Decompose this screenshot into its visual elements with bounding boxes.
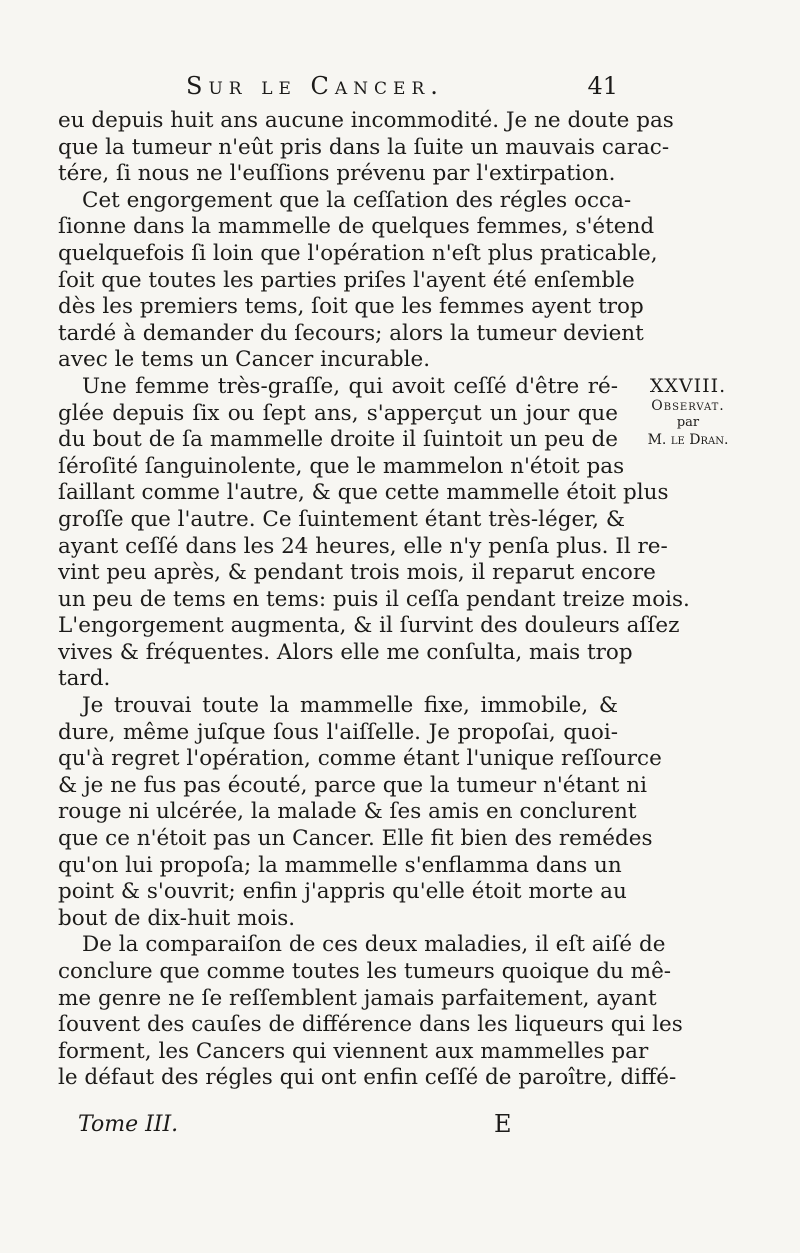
text-line: que la tumeur n'eût pris dans la ſuite un mauvais carac- (58, 134, 670, 160)
text-line: Une femme très-graſſe, qui avoit ceſſé d'être ré- (82, 373, 618, 399)
text-line: ſoit que toutes les parties priſes l'ayent été enſemble (58, 267, 635, 293)
text-line: point & s'ouvrit; enfin j'appris qu'elle étoit morte au (58, 879, 627, 905)
text-line: & je ne fus pas écouté, parce que la tumeur n'étant ni (58, 772, 648, 798)
text-line: ſéroſité ſanguinolente, que le mammelon n'étoit pas (58, 453, 625, 479)
text-line: conclure que comme toutes les tumeurs quoique du mê- (58, 959, 672, 984)
observation-number: XXVIII. (649, 375, 727, 397)
text-line: forment, les Cancers qui viennent aux mammelles par (58, 1038, 649, 1064)
observation-by: par (676, 415, 700, 430)
observation-author: M. le Dran. (647, 432, 729, 448)
text-line: tardé à demander du ſecours; alors la tumeur devient (58, 320, 644, 346)
text-line: glée depuis ſix ou ſept ans, s'apperçut un jour que (58, 400, 618, 426)
text-line: le défaut des régles qui ont enfin ceſſé de paroître, diffé- (58, 1065, 677, 1091)
text-line: que ce n'étoit pas un Cancer. Elle fit bien des remédes (58, 826, 653, 852)
text-line: L'engorgement augmenta, & il ſurvint des douleurs aſſez (58, 613, 680, 639)
text-line: vint peu après, & pendant trois mois, il reparut encore (58, 560, 656, 586)
text-line: ſaillant comme l'autre, & que cette mammelle étoit plus (58, 480, 669, 506)
text-line: ſouvent des cauſes de différence dans les liqueurs qui les (58, 1012, 683, 1038)
text-line: ayant ceſſé dans les 24 heures, elle n'y penſa plus. Il re- (58, 533, 668, 559)
text-line: eu depuis huit ans aucune incommodité. Je ne doute pas (58, 108, 674, 133)
text-line: dès les premiers tems, ſoit que les femmes ayent trop (58, 294, 644, 320)
text-line: un peu de tems en tems: puis il ceſſa pendant treize mois. (58, 586, 690, 612)
text-line: me genre ne ſe reſſemblent jamais parfaitement, ayant (58, 985, 657, 1011)
observation-label: Observat. (651, 398, 725, 414)
page-number: 41 (587, 72, 618, 100)
text-line: tére, ſi nous ne l'euſſions prévenu par l'extirpation. (58, 161, 616, 187)
text-line: groſſe que l'autre. Ce ſuintement étant très-léger, & (58, 506, 625, 532)
text-line: vives & fréquentes. Alors elle me conſulta, mais trop (58, 639, 633, 665)
signature-mark: E (494, 1110, 512, 1138)
text-line: qu'à regret l'opération, comme étant l'unique reſſource (58, 746, 662, 772)
text-line: qu'on lui propoſa; la mammelle s'enflamma dans un (58, 852, 622, 878)
text-line: tard. (58, 666, 111, 692)
text-line: avec le tems un Cancer incurable. (58, 347, 431, 373)
text-line: quelquefois ſi loin que l'opération n'eſt plus praticable, (58, 240, 658, 266)
text-line: Je trouvai toute la mammelle fixe, immobile, & (82, 693, 618, 719)
running-head: Sur le Cancer. (186, 72, 444, 100)
volume-label: Tome III. (78, 1112, 179, 1137)
text-line: De la comparaiſon de ces deux maladies, il eſt aiſé de (82, 932, 666, 958)
text-line: Cet engorgement que la ceſſation des régles occa- (82, 187, 632, 213)
text-line: dure, même juſque ſous l'aiſſelle. Je propoſai, quoi- (58, 719, 618, 745)
text-line: ſionne dans la mammelle de quelques femmes, s'étend (58, 214, 655, 240)
text-line: bout de dix-huit mois. (58, 905, 296, 931)
text-line: rouge ni ulcérée, la malade & ſes amis en conclurent (58, 799, 637, 825)
text-line: du bout de ſa mammelle droite il ſuintoit un peu de (58, 427, 618, 453)
marginal-note (624, 376, 752, 450)
